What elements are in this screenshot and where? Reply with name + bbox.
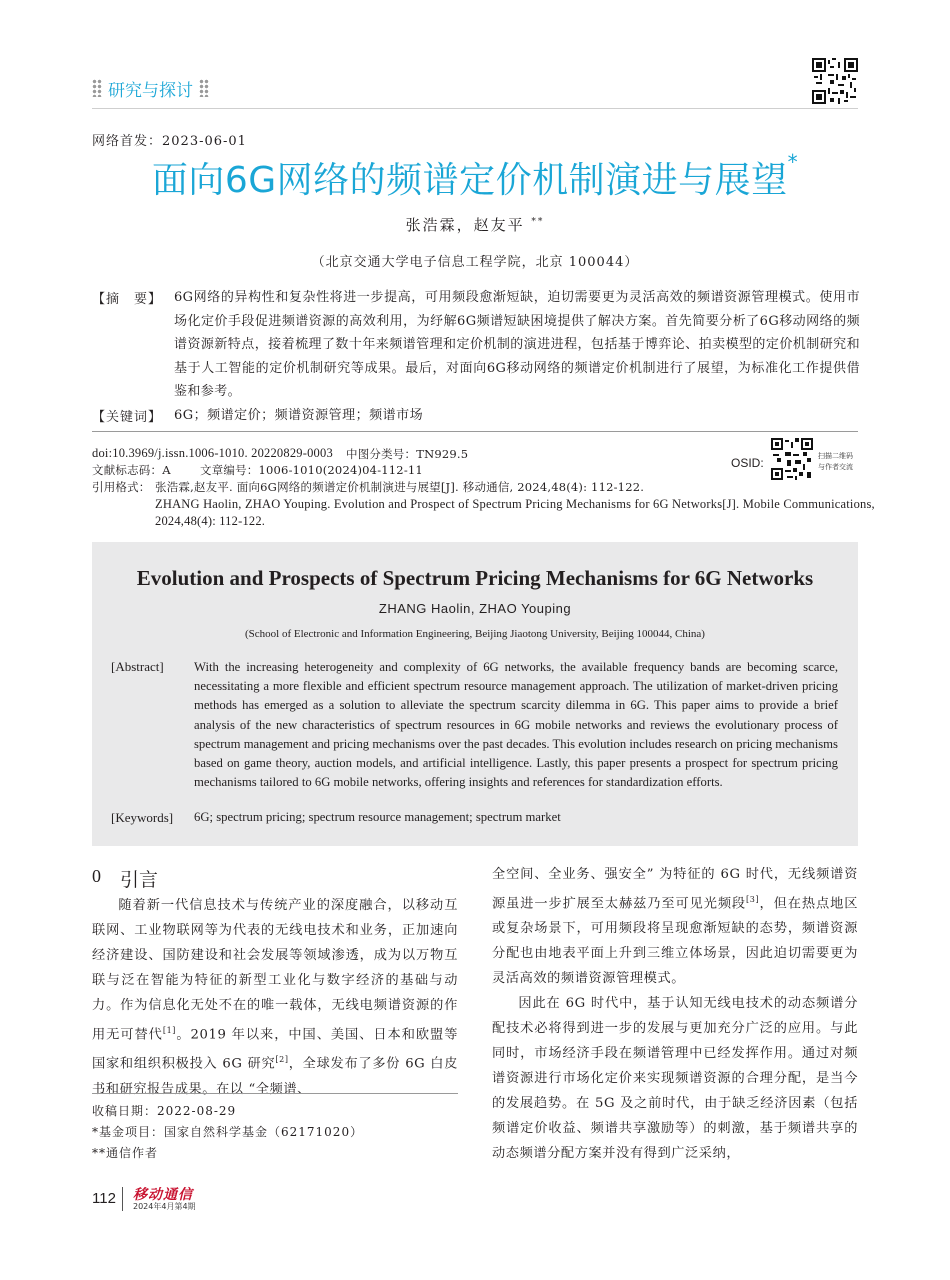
paragraph-text: 随着新一代信息技术与传统产业的深度融合，以移动互联网、工业物联网等为代表的无线电技术和业务，正加速向经济建设、国防建设和社会发展等领域渗透，成为以万物互联与泛在智能为特征的新型工业化与数字经济的基础与动力。作为信息化无处不在的唯一载体，无线电频谱资源的作用无可替代 bbox=[92, 898, 458, 1043]
english-title: Evolution and Prospects of Spectrum Pricing Mechanisms for 6G Networks bbox=[136, 566, 814, 590]
dots-icon bbox=[199, 79, 209, 97]
paragraph-text: 全空间、全业务、强安全” 为特征的 6G 时代，无线频谱资源虽进一步扩展至太赫兹乃至可见光频段 bbox=[492, 867, 858, 912]
english-authors: ZHANG Haolin, ZHAO Youping bbox=[378, 601, 572, 616]
paragraph-text: ，但在热点地区或复杂场景下，可用频段将呈现愈渐短缺的态势，频谱资源分配也由地表平面上升到三维立体场景，因此迫切需要更为灵活高效的频谱资源管理模式。 bbox=[492, 896, 858, 987]
online-publish-date: 网络首发：2023-06-01 bbox=[92, 134, 247, 149]
corresponding-mark: ** bbox=[531, 217, 545, 227]
fund-info: *基金项目：国家自然科学基金（62171020） bbox=[92, 1125, 364, 1139]
citation-en: ZHANG Haolin, ZHAO Youping. Evolution and Prospect of Spectrum Pricing Mechanisms for 6G Networks[J]. Mobile Communications, bbox=[155, 497, 875, 511]
paragraph-text: 。2019 年以来，中国、美国、日本和欧盟等国家和组织积极投入 6G 研究 bbox=[92, 1027, 459, 1072]
osid-qr-code-icon[interactable] bbox=[771, 438, 813, 480]
section-number: 0 bbox=[92, 866, 101, 886]
dots-icon bbox=[92, 79, 102, 97]
received-date: 收稿日期：2022-08-29 bbox=[92, 1104, 237, 1118]
osid-label: OSID: bbox=[731, 456, 764, 470]
page-number: 112 bbox=[92, 1190, 116, 1207]
reference-link[interactable]: [3] bbox=[746, 895, 760, 904]
journal-logo: 移动通信 bbox=[133, 1187, 193, 1203]
clc-number: 中图分类号：TN929.5 bbox=[346, 447, 469, 461]
corresponding-author: **通信作者 bbox=[92, 1146, 159, 1160]
paragraph-text: ，全球发布了多份 6G 白皮书和研究报告成果。在以 “全频谱、 bbox=[92, 1056, 458, 1097]
authors bbox=[92, 214, 858, 235]
footer-divider bbox=[122, 1187, 123, 1211]
left-column bbox=[92, 893, 458, 1102]
keywords-label: 【关键词】 bbox=[92, 410, 163, 425]
section-tag bbox=[92, 76, 209, 100]
abstract-divider bbox=[92, 431, 858, 432]
paragraph bbox=[492, 862, 858, 991]
english-affiliation: (School of Electronic and Information Engineering, Beijing Jiaotong University, Beijing 100044, China) bbox=[245, 628, 705, 640]
header-divider bbox=[92, 108, 858, 109]
osid-note-line: 扫描二维码 bbox=[818, 452, 853, 460]
footnote-divider bbox=[92, 1093, 458, 1094]
article-title-text: 面向6G网络的频谱定价机制演进与展望 bbox=[151, 160, 788, 201]
article-number: 文章编号：1006-1010(2024)04-112-11 bbox=[200, 463, 423, 477]
article-title bbox=[92, 152, 858, 203]
citation-label: 引用格式： bbox=[92, 480, 151, 494]
title-footnote-mark: * bbox=[787, 150, 799, 174]
qr-code-icon bbox=[812, 58, 858, 104]
osid-note bbox=[818, 451, 853, 473]
section-tag-label: 研究与探讨 bbox=[108, 80, 193, 101]
right-column bbox=[492, 862, 858, 1166]
english-keywords-text: 6G; spectrum pricing; spectrum resource management; spectrum market bbox=[194, 810, 561, 824]
doi: doi:10.3969/j.issn.1006-1010. 20220829-0003 bbox=[92, 446, 333, 460]
affiliation: （北京交通大学电子信息工程学院，北京 100044） bbox=[311, 255, 639, 270]
keywords-text: 6G；频谱定价；频谱资源管理；频谱市场 bbox=[174, 408, 424, 423]
document-code: 文献标志码：A bbox=[92, 463, 171, 477]
reference-link[interactable]: [2] bbox=[275, 1055, 289, 1065]
english-abstract-label: [Abstract] bbox=[111, 659, 164, 674]
paragraph: 因此在 6G 时代中，基于认知无线电技术的动态频谱分配技术必将得到进一步的发展与更加充分广泛的应用。与此同时，市场经济手段在频谱管理中已经发挥作用。通过对频谱资源进行市场化定价来实现频谱资源的合理分配，是当今的发展趋势。在 5G 及之前时代，由于缺乏经济因素（包括频谱定价收益、频谱共享激励等）的刺激，基于频谱共享的动态频谱分配方案并没有得到广泛采纳， bbox=[492, 996, 858, 1162]
english-keywords-label: [Keywords] bbox=[111, 810, 174, 825]
section-title: 引言 bbox=[120, 869, 159, 891]
abstract-label: 【摘 要】 bbox=[92, 292, 163, 307]
reference-link[interactable]: [1] bbox=[162, 1026, 176, 1035]
authors-text: 张浩霖，赵友平 bbox=[405, 216, 525, 234]
abstract-text: 6G网络的异构性和复杂性将进一步提高，可用频段愈渐短缺，迫切需要更为灵活高效的频谱资源管理模式。使用市场化定价手段促进频谱资源的高效利用，为纾解6G频谱短缺困境提供了解决方案。首先简要分析了6G移动网络的频谱资源新特点，接着梳理了数十年来频谱管理和定价机制的演进进程，包括基于博弈论、拍卖模型的定价机制研究和基于人工智能的定价机制研究等成果。最后，对面向6G移动网络的频谱定价机制进行了展望，为标准化工作提供借鉴和参考。 bbox=[174, 290, 860, 400]
osid-note-line: 与作者交流 bbox=[818, 463, 853, 471]
paragraph bbox=[92, 893, 458, 1102]
citation-en-cont: 2024,48(4): 112-122. bbox=[155, 514, 266, 528]
citation-cn: 张浩霖,赵友平. 面向6G网络的频谱定价机制演进与展望[J]. 移动通信, 2024,48(4): 112-122. bbox=[155, 480, 645, 494]
english-abstract-text: With the increasing heterogeneity and complexity of 6G networks, the available frequency bands are becoming scarce, necessitating a more flexible and efficient spectrum resource management approach. The utilization of market-driven pricing methods has emerged as a solution to alleviate the spectrum scarcity dilemma in 6G. This paper aims to provide a brief analysis of the new characteristics of spectrum resources in 6G mobile networks and reviews the evolutionary process of spectrum management and pricing mechanisms over the past decades. This evolution includes research on pricing mechanisms based on game theory, auction models, and artificial intelligence. Lastly, this paper presents a prospect for spectrum pricing mechanisms tailored to 6G mobile networks, offering insights and references for standardization efforts. bbox=[194, 660, 838, 790]
journal-issue: 2024年4月第4期 bbox=[133, 1202, 196, 1211]
